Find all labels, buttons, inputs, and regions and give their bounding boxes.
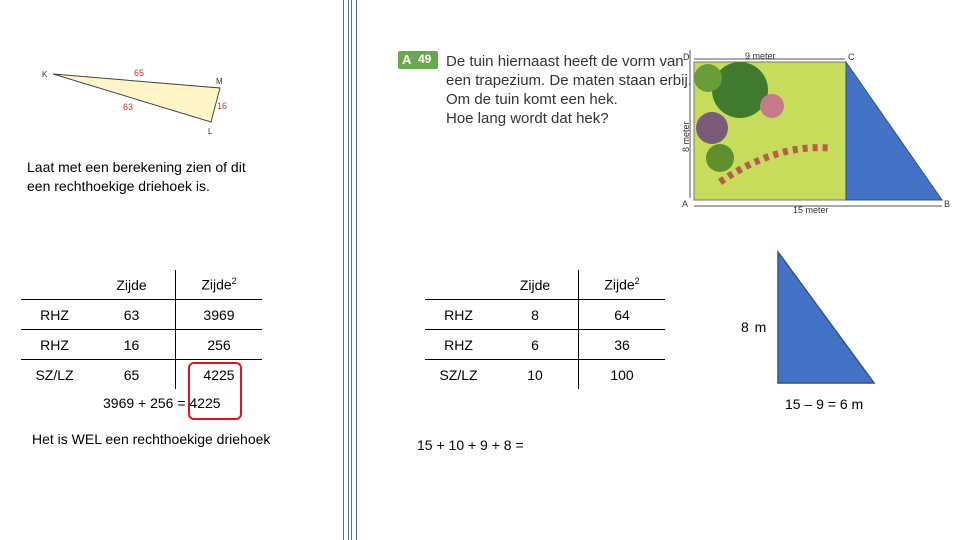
book-line-1: De tuin hiernaast heeft de vorm van xyxy=(446,53,684,70)
row-kwadraat: 100 xyxy=(610,366,634,383)
top-side-label: 9 meter xyxy=(745,51,776,61)
perimeter-sum: 15 + 10 + 9 + 8 = xyxy=(417,437,524,453)
separator-line xyxy=(356,0,357,540)
table-row xyxy=(425,360,665,390)
conclusion-text: Het is WEL een rechthoekige driehoek xyxy=(32,431,271,447)
row-label: RHZ xyxy=(425,300,492,330)
header-zijde-squared: Zijde$^2$ xyxy=(176,270,263,300)
separator-line xyxy=(343,0,344,540)
row-zijde: 6 xyxy=(492,330,579,360)
table-row xyxy=(21,330,262,360)
row-label: RHZ xyxy=(425,330,492,360)
row-kwadraat: 256 xyxy=(176,330,263,360)
row-kwadraat: 36 xyxy=(579,330,666,360)
header-empty xyxy=(425,270,492,300)
book-line-4: Hoe lang wordt dat hek? xyxy=(446,110,609,127)
separator-line xyxy=(351,0,352,540)
row-label: SZ/LZ xyxy=(35,366,74,383)
exercise-badge xyxy=(398,51,438,69)
row-zijde: 65 xyxy=(88,360,176,390)
vertex-d: D xyxy=(683,52,690,62)
row-zijde: 10 xyxy=(492,360,579,390)
question-line-1: Laat met een berekening zien of dit xyxy=(27,159,246,175)
vertex-k: K xyxy=(42,70,48,79)
side-ml-label: 16 xyxy=(217,101,228,111)
row-label: RHZ xyxy=(21,300,88,330)
row-zijde: 8 xyxy=(492,300,579,330)
separator-line xyxy=(348,0,349,540)
header-zijde-squared: Zijde$^2$ xyxy=(579,270,666,300)
row-zijde: 63 xyxy=(88,300,176,330)
table-row xyxy=(425,330,665,360)
exercise-number: 49 xyxy=(418,52,432,66)
triangle-base-label: 15 – 9 = 6 m xyxy=(785,396,864,412)
right-triangle-figure xyxy=(770,250,880,386)
exercise-letter: A xyxy=(402,52,412,67)
side-km-label: 65 xyxy=(134,68,145,78)
book-line-3: Om de tuin komt een hek. xyxy=(446,91,618,108)
vertex-b: B xyxy=(944,199,951,209)
highlight-box xyxy=(188,362,242,420)
table-row xyxy=(21,300,262,330)
bottom-side-label: 15 meter xyxy=(793,205,829,213)
vertex-a: A xyxy=(682,199,689,209)
triangle-height-label: 8 m xyxy=(741,319,768,335)
row-kwadraat: 3969 xyxy=(176,300,263,330)
row-kwadraat: 64 xyxy=(579,300,666,330)
row-label: SZ/LZ xyxy=(439,366,478,383)
pythagoras-calculation: 3969 + 256 = 4225 xyxy=(103,395,221,411)
header-zijde: Zijde xyxy=(88,270,176,300)
row-label: RHZ xyxy=(21,330,88,360)
vertex-l: L xyxy=(208,127,213,136)
triangle-klm-figure xyxy=(35,60,235,140)
question-line-2: een rechthoekige driehoek is. xyxy=(27,178,210,194)
right-squares-table xyxy=(425,270,665,389)
row-zijde: 16 xyxy=(88,330,176,360)
header-empty xyxy=(21,270,88,300)
book-line-2: een trapezium. De maten staan erbij. xyxy=(446,72,692,89)
vertex-c: C xyxy=(848,52,855,62)
table-row xyxy=(425,300,665,330)
vertex-m: M xyxy=(216,77,223,86)
row-kwadraat: 4225 xyxy=(203,366,235,383)
side-kl-label: 63 xyxy=(123,102,134,112)
garden-trapezium-figure xyxy=(680,48,955,213)
header-zijde: Zijde xyxy=(492,270,579,300)
left-side-label: 8 meter xyxy=(681,121,691,152)
